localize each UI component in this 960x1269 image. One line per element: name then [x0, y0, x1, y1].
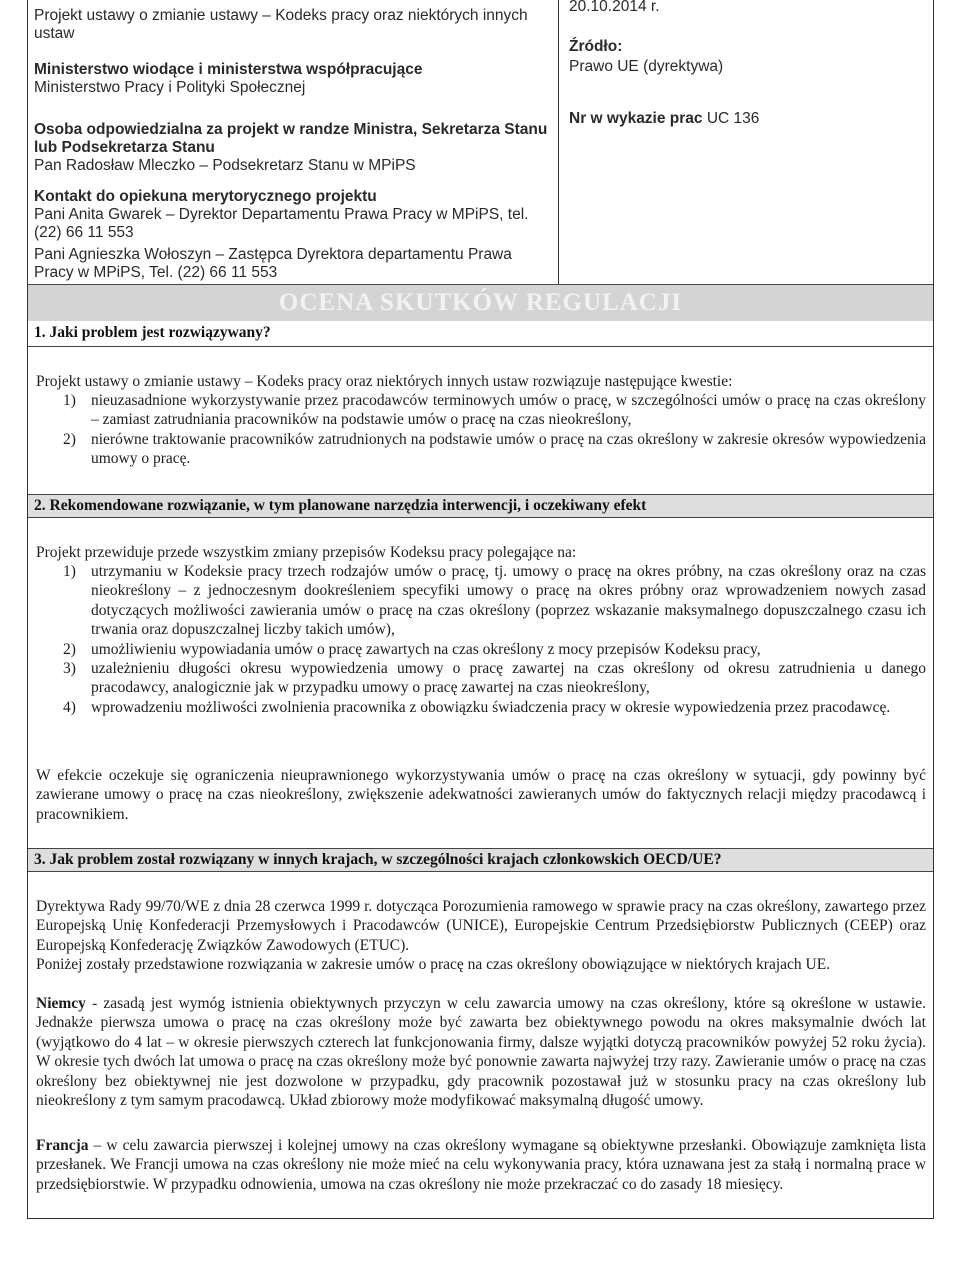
list-item-number: 2)	[63, 430, 76, 448]
section3-heading: 3. Jak problem został rozwiązany w innych krajach, w szczególności krajach członkowskich OECD/UE?	[28, 848, 933, 872]
list-item-number: 1)	[63, 563, 76, 580]
list-item	[36, 391, 926, 430]
list-item-number: 2)	[63, 640, 76, 658]
list-item-text: uzależnieniu długości okresu wypowiedzenia umowy o pracę zawartej na czas określony od okresu zatrudnienia u danego pracodawcy, analogicznie jak w przypadku umowy o pracę zawartej na czas nieokreślony,	[91, 660, 926, 697]
source-value: Prawo UE (dyrektywa)	[569, 58, 724, 75]
section3-germany	[36, 994, 926, 1110]
contact-1: Pani Anita Gwarek – Dyrektor Departamentu Prawa Pracy w MPiPS, tel. (22) 66 11 553	[34, 206, 529, 241]
date: 20.10.2014 r.	[569, 0, 660, 15]
list-item	[36, 659, 926, 698]
registry-label: Nr w wykazie prac	[569, 110, 703, 127]
list-item-text: nierówne traktowanie pracowników zatrudnionych na podstawie umów o pracę na czas określony w zakresie okresów wypowiedzenia umowy o pracę.	[91, 430, 926, 468]
germany-label: Niemcy	[36, 995, 86, 1012]
france-label: Francja	[36, 1137, 89, 1154]
section3-france	[36, 1136, 926, 1194]
list-item	[36, 640, 926, 659]
list-item-number: 1)	[63, 392, 76, 409]
list-item-text: wprowadzeniu możliwości zwolnienia pracownika z obowiązku świadczenia pracy w okresie wypowiedzenia przez pracodawcę.	[91, 698, 891, 716]
section1-heading: 1. Jaki problem jest rozwiązywany?	[28, 321, 933, 347]
header-left-cell	[28, 0, 559, 284]
germany-text: - zasadą jest wymóg istnienia obiektywnych przyczyn w celu zawarcia umowy na czas określony, które są określone w ustawie. Jednakże pierwsza umowa o pracę na czas określony może być zawarta bez obiektywnego powodu na okres maksymalnie dwóch lat (wyjątkowo do 4 lat – w okresie pierwszych czterech lat funkcjonowania firmy, dalsze wyjątki dotyczą pracowników powyżej 52 roku życia). W okresie tych dwóch lat umowa o pracę na czas określony może być ponownie zawarta najwyżej trzy razy. Zawieranie umów o pracę na czas określony bez obiektywnej nie jest dozwolone w przypadku, gdy pracownik pozostawał już w stosunku pracy na czas określony lub nieokreślony z tym samym pracodawcą. Układ zbiorowy może modyfikować maksymalną długość umowy.	[36, 995, 926, 1110]
section1-list	[36, 391, 926, 469]
header-table	[28, 0, 933, 284]
responsible-label: Osoba odpowiedzialna za projekt w randze Ministra, Sekretarza Stanu lub Podsekretarza Stanu	[34, 121, 548, 156]
section2-heading: 2. Rekomendowane rozwiązanie, w tym planowane narzędzia interwencji, i oczekiwany efekt	[28, 494, 933, 518]
list-item-number: 4)	[63, 698, 76, 716]
list-item-text: umożliwieniu wypowiadania umów o pracę zawartych na czas określony z mocy przepisów Kodeksu pracy,	[91, 640, 761, 658]
form-page	[27, 0, 934, 1219]
project-title: Projekt ustawy o zmianie ustawy – Kodeks pracy oraz niektórych innych ustaw	[34, 7, 528, 42]
contact-label: Kontakt do opiekuna merytorycznego projektu	[34, 188, 377, 205]
list-item	[36, 698, 926, 717]
assessment-banner	[28, 284, 933, 322]
ministry-label: Ministerstwo wiodące i ministerstwa współpracujące	[34, 61, 423, 78]
registry-line	[569, 110, 759, 128]
list-item	[36, 562, 926, 640]
list-item	[36, 430, 926, 469]
section2-list	[36, 562, 926, 717]
registry-value: UC 136	[706, 110, 760, 127]
list-item-text: utrzymaniu w Kodeksie pracy trzech rodzajów umów o pracę, tj. umowy o pracę na okres próbny, na czas określony oraz na czas nieokreślony – z jednoczesnym dookreśleniem specyfiki umowy o pracę na okres próbny oraz wprowadzeniem nowych zasad dotyczących możliwości zawierania umów o pracę na czas określony (poprzez wskazanie maksymalnego dopuszczalnego czasu ich trwania oraz dopuszczalnej liczby takich umów),	[91, 563, 926, 639]
section1-intro: Projekt ustawy o zmianie ustawy – Kodeks pracy oraz niektórych innych ustaw rozwiązuje następujące kwestie:	[36, 373, 733, 390]
section3-paragraph-2: Poniżej zostały przedstawione rozwiązania w zakresie umów o pracę na czas określony obowiązujące w niektórych krajach UE.	[36, 956, 831, 973]
source-label: Źródło:	[569, 38, 623, 55]
section2-intro: Projekt przewiduje przede wszystkim zmiany przepisów Kodeksu pracy polegające na:	[36, 544, 577, 561]
responsible-value: Pan Radosław Mleczko – Podsekretarz Stanu w MPiPS	[34, 157, 416, 174]
section2-effect: W efekcie oczekuje się ograniczenia nieuprawnionego wykorzystywania umów o pracę na czas określony w sytuacji, gdy powinny być zawierane umowy o pracę na czas nieokreślony, zwiększenie adekwatności zawieranych umów do faktycznych relacji między pracodawcą i pracownikiem.	[36, 767, 926, 823]
list-item-number: 3)	[63, 660, 76, 678]
section3-paragraph-1: Dyrektywa Rady 99/70/WE z dnia 28 czerwca 1999 r. dotycząca Porozumienia ramowego w sprawie pracy na czas określony, zawartego przez Europejską Unię Konfederacji Przemysłowych i Pracodawców (UNICE), Europejskie Centrum Przedsiębiorstw Publicznych (CEEP) oraz Europejską Konfederację Związków Zawodowych (ETUC).	[36, 898, 926, 954]
list-item-text: nieuzasadnione wykorzystywanie przez pracodawców terminowych umów o pracę, w szczególności umów o pracę na czas określony – zamiast zatrudniania pracowników na podstawie umów o pracę na czas nieokreślony,	[91, 392, 926, 429]
france-text: – w celu zawarcia pierwszej i kolejnej umowy na czas określony wymagane są obiektywne przesłanki. Obowiązuje zamknięta lista przesłanek. We Francji umowa na czas określony nie może mieć na celu wykonywania pracy, która uznawana jest za stałą i normalną prace w przedsiębiorstwie. W przypadku odnowienia, umowa na czas określony nie może przekraczać co do zasady 18 miesięcy.	[36, 1137, 926, 1193]
contact-2: Pani Agnieszka Wołoszyn – Zastępca Dyrektora departamentu Prawa Pracy w MPiPS, Tel. (22) 66 11 553	[34, 246, 512, 281]
banner-title: OCENA SKUTKÓW REGULACJI	[278, 289, 683, 316]
ministry-value: Ministerstwo Pracy i Polityki Społecznej	[34, 79, 306, 96]
header-right-cell	[559, 0, 933, 284]
